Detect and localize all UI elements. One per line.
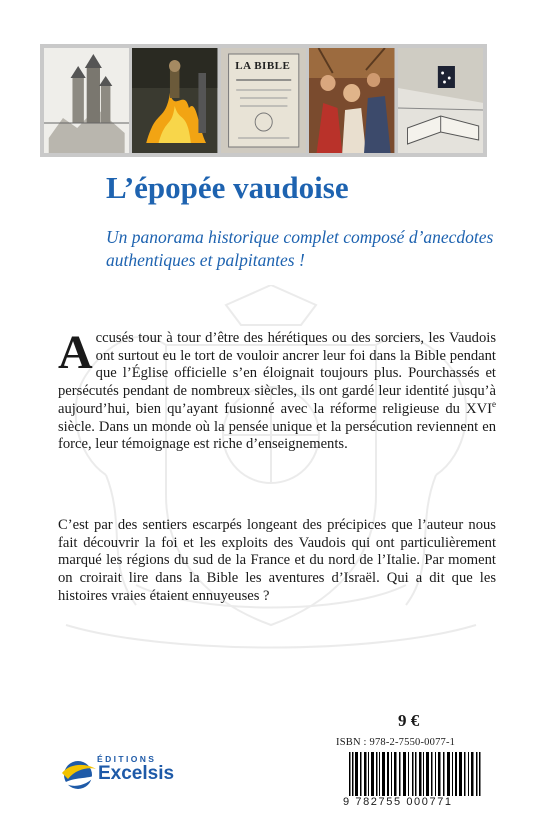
blurb-paragraph-2: C’est par des sentiers escarpés longeant des précipices que l’auteur nous fait découvrir la foi et les exploits des Vaudois qui ont particulièrement marqué les régions du sud de la France et du nord de l’Italie. Par moment on croirait lire dans la Bible les aventures d’Israël. Qui a dit que les histoires vraies étaient ennuyeuses ?: [58, 517, 496, 604]
open-book-interior-icon: [398, 48, 483, 153]
isbn: ISBN : 978-2-7550-0077-1: [336, 737, 456, 748]
blurb-paragraph-1-text: ccusés tour à tour d’être des hérétiques ou des sorciers, les Vaudois ont surtout eu le tort de vouloir ancrer leur foi dans la Bible pendant que l’Église officielle s’en éloignait toujours plus. Pourchassés et persécutés pendant de nombreux siècles, ils ont gardé leur identité jusqu’à aujourd’hui, bien qu’ayant fusionné avec la réforme religieuse du XVI: [58, 330, 496, 417]
century-superscript: e: [492, 398, 496, 409]
publisher-name: Excelsis: [98, 763, 175, 784]
old-bible-title-page-icon: [221, 48, 306, 153]
publisher-label: ÉDITIONS: [97, 754, 157, 764]
illustration-strip: [40, 44, 487, 157]
barcode-digits: 9 782755 000771: [343, 796, 489, 808]
bible-title-label: LA BIBLE: [235, 60, 291, 72]
blurb-paragraph-1: [58, 326, 496, 454]
book-title: L’épopée vaudoise: [106, 170, 349, 205]
burning-stake-icon: [132, 48, 217, 153]
crowd-painting-icon: [309, 48, 394, 153]
drop-cap: A: [58, 326, 93, 379]
book-subtitle: Un panorama historique complet composé d’anecdotes authentiques et palpitantes !: [106, 227, 494, 270]
price: 9 €: [398, 711, 420, 730]
blurb-paragraph-1-text-end: siècle. Dans un monde où la pensée unique et la persécution reviennent en force, leur témoignage est riche d’enseignements.: [58, 418, 496, 453]
castle-engraving-icon: [44, 48, 129, 153]
